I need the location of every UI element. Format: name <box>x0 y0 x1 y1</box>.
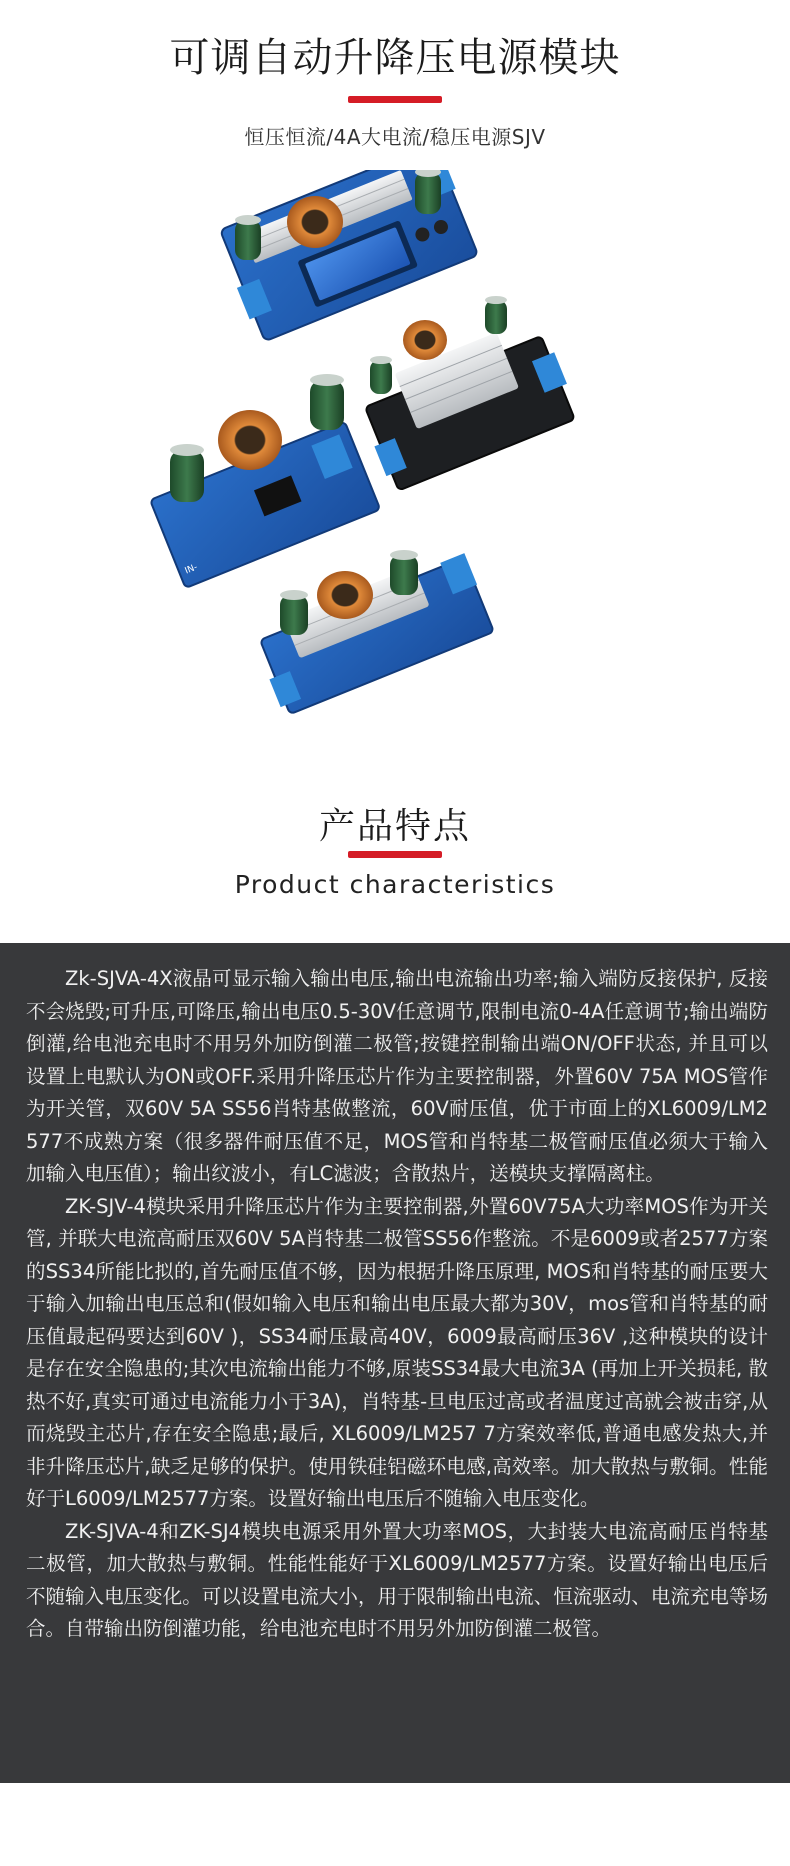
description-panel <box>0 943 790 1783</box>
section-subtitle: Product characteristics <box>234 870 556 899</box>
title-divider <box>348 96 442 103</box>
description-paragraph: Zk-SJVA-4X液晶可显示输入输出电压,输出电流输出功率;输入端防反接保护, 反接不会烧毁;可升压,可降压,输出电压0.5-30V任意调节,限制电流0-4A任意调节;输出端防倒灌,给电池充电时不用另外加防倒灌二极管;按键控制输出端ON/OFF状态, 并且可以设置上电默认为ON或OFF.采用升降压芯片作为主要控制器，外置60V 75A MOS管作为开关管，双60V 5A SS56肖特基做整流，60V耐压值，优于市面上的XL6009/LM2577不成熟方案（很多器件耐压值不足，MOS管和肖特基二极管耐压值必须大于输入加输入电压值）；输出纹波小，有LC滤波；含散热片，送模块支撑隔离柱。 <box>26 967 768 1185</box>
page-subtitle: 恒压恒流/4A大电流/稳压电源SJV <box>244 125 546 149</box>
section-divider <box>348 851 442 858</box>
in-minus-label: IN- <box>183 562 200 577</box>
description-paragraph: ZK-SJV-4模块采用升降压芯片作为主要控制器,外置60V75A大功率MOS作为开关管, 并联大电流高耐压双60V 5A肖特基二极管SS56作整流。不是6009或者2577方案的SS34所能比拟的,首先耐压值不够，因为根据升降压原理, MOS和肖特基的耐压要大于输入加输出电压总和(假如输入电压和输出电压最大都为30V，mos管和肖特基的耐压值最起码要达到60V )，SS34耐压最高40V，6009最高耐压36V ,这种模块的设计是存在安全隐患的;其次电流输出能力不够,原装SS34最大电流3A (再加上开关损耗, 散热不好,真实可通过电流能力小于3A)，肖特基-旦电压过高或者温度过高就会被击穿,从而烧毁主芯片,存在安全隐患;最后, XL6009/LM257 7方案效率低,普通电感发热大,并非升降压芯片,缺乏足够的保护。使用铁硅铝磁环电感,高效率。加大散热与敷铜。性能好于L6009/LM2577方案。设置好输出电压后不随输入电压变化。 <box>26 1194 768 1510</box>
product-image <box>150 170 650 750</box>
description-paragraph: ZK-SJVA-4和ZK-SJ4模块电源采用外置大功率MOS，大封装大电流高耐压肖特基二极管，加大散热与敷铜。性能性能好于XL6009/LM2577方案。设置好输出电压后不随输入电压变化。可以设置电流大小，用于限制输出电流、恒流驱动、电流充电等场合。自带输出防倒灌功能，给电池充电时不用另外加防倒灌二极管。 <box>26 1519 768 1640</box>
black-module-board <box>352 315 580 493</box>
section-title: 产品特点 <box>318 806 471 847</box>
page-title: 可调自动升降压电源模块 <box>169 35 621 81</box>
